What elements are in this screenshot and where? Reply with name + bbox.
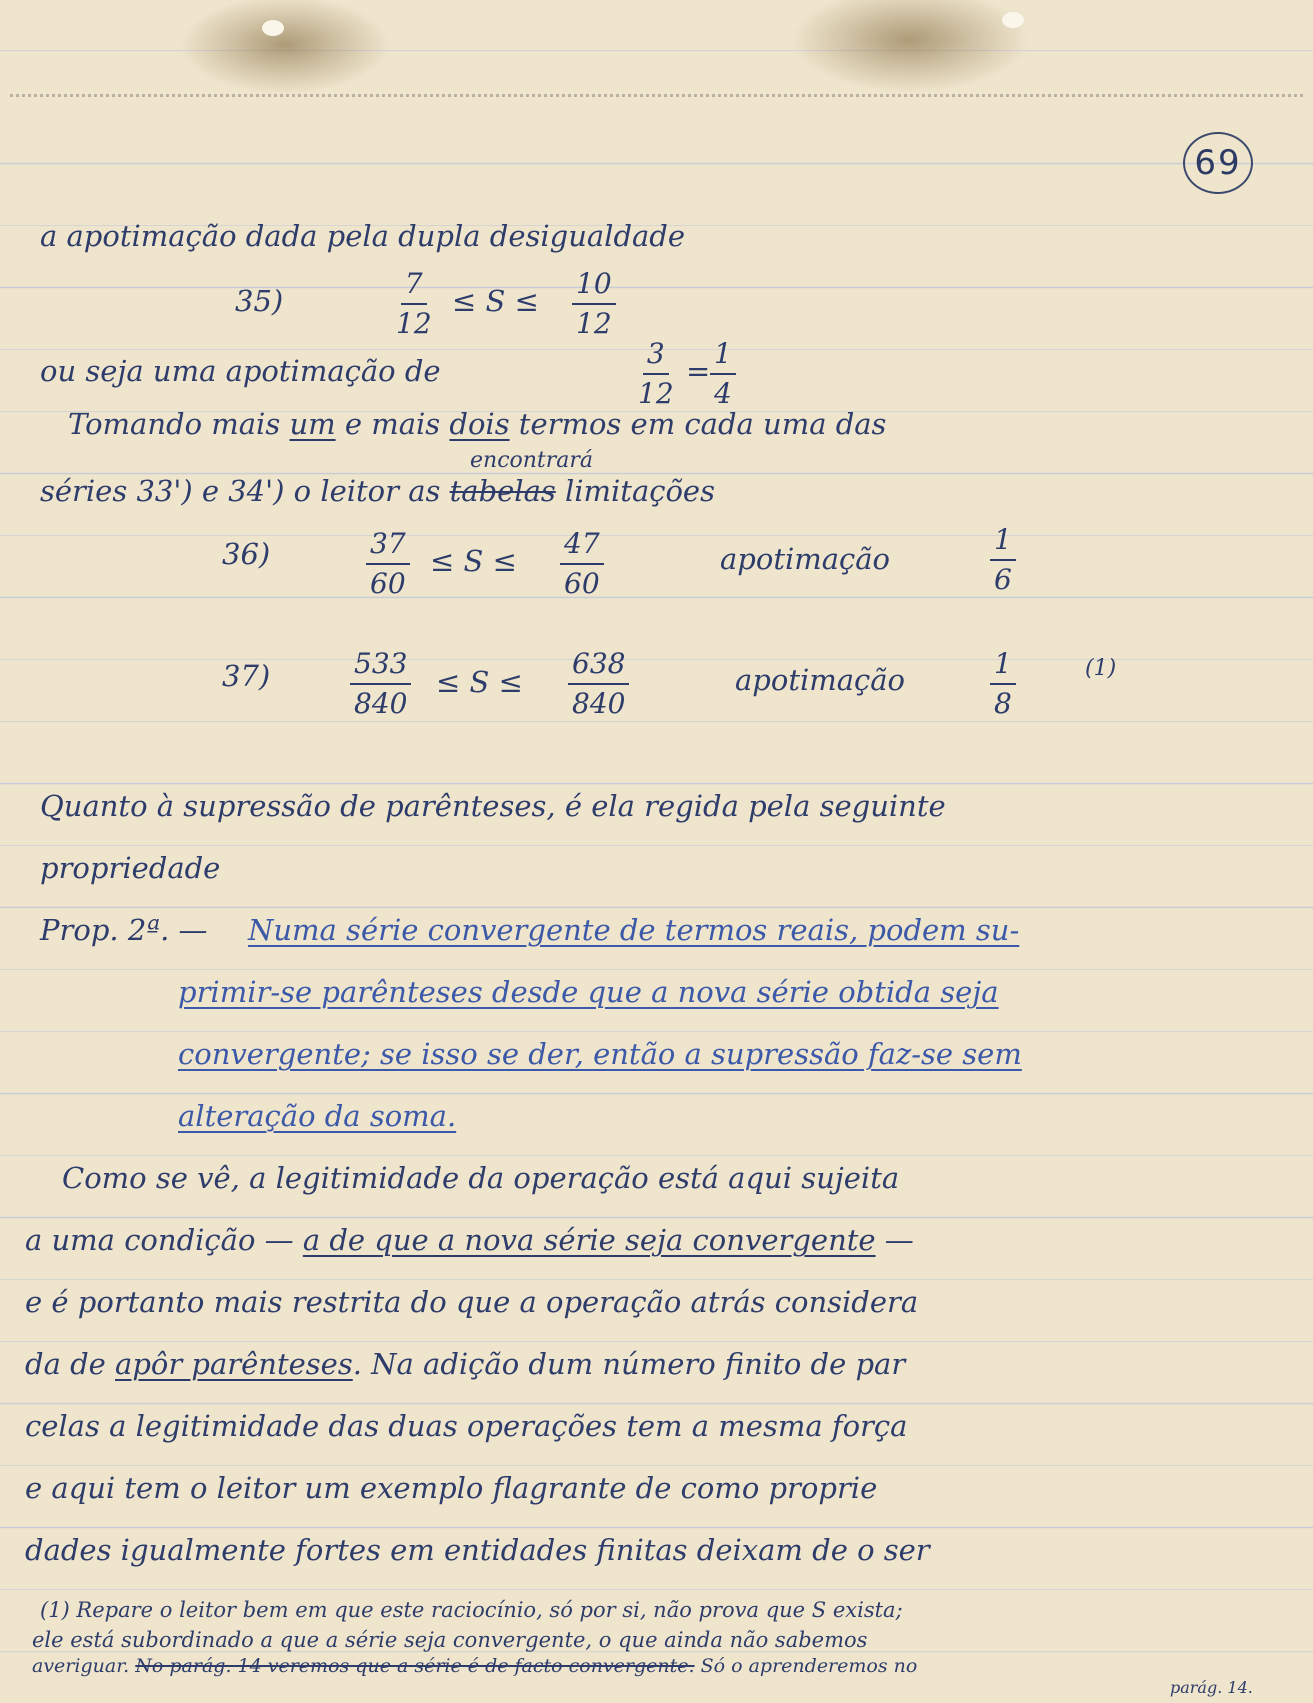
fraction-638-840 — [568, 648, 629, 720]
text-as: as — [408, 474, 441, 508]
text-line-series — [40, 474, 715, 508]
footnote-marker: (1) — [1085, 656, 1117, 681]
fraction-denominator: 60 — [564, 567, 600, 601]
footnote-parag: parág. 14. — [1170, 1678, 1253, 1697]
text-dash: — — [884, 1223, 914, 1257]
text-tomando: Tomando mais — [68, 407, 281, 441]
equals-sign: = — [686, 354, 711, 388]
insertion-encontrara: encontrará — [470, 448, 594, 473]
fraction-numerator: 37 — [366, 528, 410, 565]
fraction-7-12 — [392, 268, 436, 340]
prop-line-4: alteração da soma. — [178, 1099, 457, 1133]
eq35-label: 35) — [235, 284, 284, 318]
prop-line-2: primir-se parênteses desde que a nova série obtida seja — [178, 975, 999, 1009]
eq36-apotimacao: apotimação — [720, 542, 891, 576]
text-condicao: a uma condição — — [25, 1223, 294, 1257]
eq37-relation: ≤ S ≤ — [436, 665, 523, 699]
eq36-relation: ≤ S ≤ — [430, 544, 517, 578]
text-series: séries 33') e 34') o leitor — [40, 474, 400, 508]
text-line-como: Como se vê, a legitimidade da operação está aqui sujeita — [62, 1161, 900, 1195]
fraction-denominator: 12 — [396, 307, 432, 341]
text-line-exemplo: e aqui tem o leitor um exemplo flagrante de como proprie — [25, 1471, 878, 1505]
eq37-label: 37) — [222, 659, 271, 693]
fraction-denominator: 840 — [354, 687, 408, 721]
footnote-line-3 — [32, 1655, 917, 1677]
fraction-3-12 — [634, 338, 678, 410]
fraction-denominator: 60 — [370, 567, 406, 601]
fraction-numerator: 7 — [401, 268, 427, 305]
text-limitacoes: limitações — [564, 474, 715, 508]
fraction-10-12 — [572, 268, 616, 340]
fraction-37-60 — [366, 528, 410, 600]
text-line-ou-seja: ou seja uma apotimação de — [40, 354, 441, 388]
punch-hole-right — [1002, 12, 1024, 28]
eq37-apotimacao: apotimação — [735, 663, 906, 697]
text-da-de: da de — [25, 1347, 106, 1381]
fraction-denominator: 12 — [638, 377, 674, 411]
prop-line-1: Numa série convergente de termos reais, podem su- — [248, 913, 1020, 947]
fraction-1-4 — [710, 338, 736, 410]
footnote-struck: No parág. 14 veremos que a série é de facto convergente. — [135, 1655, 695, 1677]
page-number: 69 — [1183, 132, 1253, 194]
text-line-tomando — [68, 407, 887, 441]
punch-hole-left — [262, 20, 284, 36]
text-line-approx: a apotimação dada pela dupla desigualdade — [40, 219, 686, 253]
text-struck-tabelas: tabelas — [449, 474, 556, 508]
prop-label: Prop. 2ª. — — [40, 913, 208, 947]
text-adicao: . Na adição dum número finito de par — [352, 1347, 906, 1381]
fraction-denominator: 840 — [572, 687, 626, 721]
eq35-relation: ≤ S ≤ — [452, 284, 539, 318]
fraction-denominator: 8 — [994, 687, 1012, 721]
fraction-denominator: 6 — [994, 563, 1012, 597]
fraction-numerator: 1 — [990, 648, 1016, 685]
fraction-numerator: 533 — [350, 648, 411, 685]
perforation-line — [10, 94, 1303, 97]
footnote-aprenderemos: Só o aprenderemos no — [700, 1655, 918, 1677]
text-apor-underlined: apôr parênteses — [115, 1347, 353, 1381]
text-e-mais: e mais — [344, 407, 441, 441]
fraction-1-6 — [990, 524, 1016, 596]
text-line-dades: dades igualmente fortes em entidades finitas deixam de o ser — [25, 1533, 930, 1567]
text-dois-underlined: dois — [449, 407, 510, 441]
text-line-apor — [25, 1347, 906, 1381]
text-line-restrita: e é portanto mais restrita do que a operação atrás considera — [25, 1285, 919, 1319]
fraction-numerator: 638 — [568, 648, 629, 685]
text-termos: termos em cada uma das — [518, 407, 887, 441]
text-line-celas: celas a legitimidade das duas operações tem a mesma força — [25, 1409, 908, 1443]
fraction-denominator: 4 — [714, 377, 732, 411]
text-line-condicao — [25, 1223, 914, 1257]
prop-line-3: convergente; se isso se der, então a supressão faz-se sem — [178, 1037, 1022, 1071]
footnote-line-1: (1) Repare o leitor bem em que este raciocínio, só por si, não prova que S exista; — [40, 1598, 903, 1622]
fraction-denominator: 12 — [576, 307, 612, 341]
footnote-line-2: ele está subordinado a que a série seja convergente, o que ainda não sabemos — [32, 1628, 868, 1652]
fraction-numerator: 1 — [710, 338, 736, 375]
text-line-quanto: Quanto à supressão de parênteses, é ela regida pela seguinte — [40, 789, 946, 823]
text-um-underlined: um — [289, 407, 336, 441]
eq36-label: 36) — [222, 537, 271, 571]
fraction-1-8 — [990, 648, 1016, 720]
fraction-numerator: 47 — [560, 528, 604, 565]
footnote-averiguar: averiguar. — [32, 1655, 130, 1677]
fraction-533-840 — [350, 648, 411, 720]
fraction-numerator: 3 — [643, 338, 669, 375]
text-condicao-underlined: a de que a nova série seja convergente — [302, 1223, 876, 1257]
fraction-numerator: 1 — [990, 524, 1016, 561]
text-line-propriedade: propriedade — [40, 851, 221, 885]
fraction-47-60 — [560, 528, 604, 600]
fraction-numerator: 10 — [572, 268, 616, 305]
